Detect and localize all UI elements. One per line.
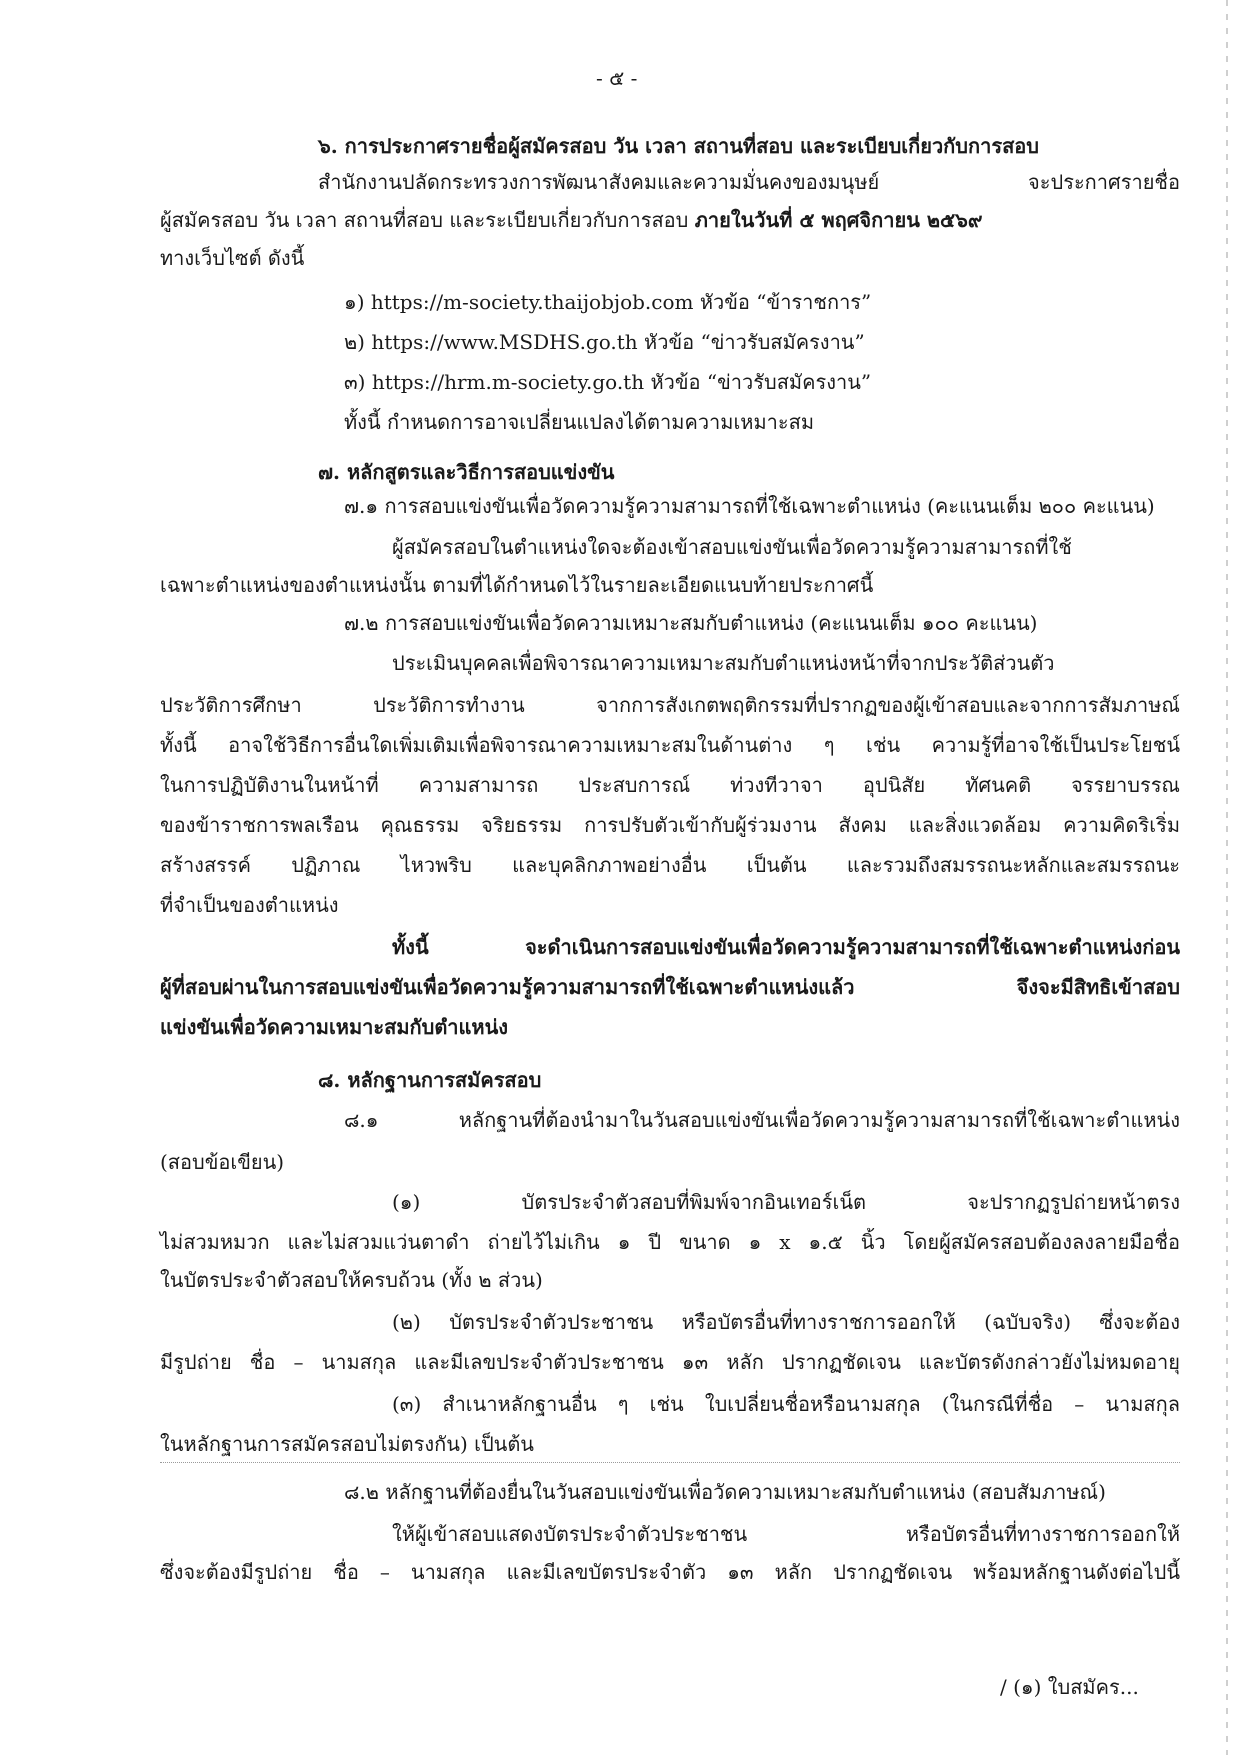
section-6-heading: ๖. การประกาศรายชื่อผู้สมัครสอบ วัน เวลา สถานที่สอบ และระเบียบเกี่ยวกับการสอบ <box>318 134 1039 158</box>
section-7-heading: ๗. หลักสูตรและวิธีการสอบแข่งขัน <box>318 460 615 484</box>
item-1-line-3: ในบัตรประจำตัวสอบให้ครบถ้วน (ทั้ง ๒ ส่วน) <box>160 1268 543 1292</box>
scan-divider-line <box>160 1462 1180 1463</box>
section-7-2-title: ๗.๒ การสอบแข่งขันเพื่อวัดความเหมาะสมกับตำแหน่ง (คะแนนเต็ม ๑๐๐ คะแนน) <box>344 611 1038 635</box>
scan-edge-mark <box>1226 0 1228 1755</box>
section-7-2-line-5: ของข้าราชการพลเรือน คุณธรรม จริยธรรม การปรับตัวเข้ากับผู้ร่วมงาน สังคม และสิ่งแวดล้อม ความคิดริเริ่ม <box>160 813 1180 837</box>
section-7-1-line-1: ผู้สมัครสอบในตำแหน่งใดจะต้องเข้าสอบแข่งขันเพื่อวัดความรู้ความสามารถที่ใช้ <box>392 535 1072 559</box>
section-6-note: ทั้งนี้ กำหนดการอาจเปลี่ยนแปลงได้ตามความเหมาะสม <box>344 410 815 434</box>
website-item-2: ๒) https://www.MSDHS.go.th หัวข้อ “ข่าวรับสมัครงาน” <box>344 330 865 354</box>
item-1-line-2: ไม่สวมหมวก และไม่สวมแว่นตาดำ ถ่ายไว้ไม่เกิน ๑ ปี ขนาด ๑ x ๑.๕ นิ้ว โดยผู้สมัครสอบต้องลงลายมือชื่อ <box>160 1230 1180 1254</box>
item-3-line-2: ในหลักฐานการสมัครสอบไม่ตรงกัน) เป็นต้น <box>160 1432 534 1456</box>
section-7-bold-line-1: ทั้งนี้ จะดำเนินการสอบแข่งขันเพื่อวัดความรู้ความสามารถที่ใช้เฉพาะตำแหน่งก่อน <box>392 935 1180 959</box>
section-7-bold-line-2: ผู้ที่สอบผ่านในการสอบแข่งขันเพื่อวัดความรู้ความสามารถที่ใช้เฉพาะตำแหน่งแล้ว จึงจะมีสิทธิเข้าสอบ <box>160 975 1180 999</box>
announcement-date: ภายในวันที่ ๕ พฤศจิกายน ๒๕๖๙ <box>694 208 983 232</box>
section-6-line-1: สำนักงานปลัดกระทรวงการพัฒนาสังคมและความมั่นคงของมนุษย์ จะประกาศรายชื่อ <box>318 170 1180 194</box>
item-2-line-2: มีรูปถ่าย ชื่อ – นามสกุล และมีเลขประจำตัวประชาชน ๑๓ หลัก ปรากฏชัดเจน และบัตรดังกล่าวยังไม่หมดอายุ <box>160 1350 1180 1374</box>
website-item-3: ๓) https://hrm.m-society.go.th หัวข้อ “ข่าวรับสมัครงาน” <box>344 370 872 394</box>
section-7-1-title: ๗.๑ การสอบแข่งขันเพื่อวัดความรู้ความสามารถที่ใช้เฉพาะตำแหน่ง (คะแนนเต็ม ๒๐๐ คะแนน) <box>344 494 1155 518</box>
section-7-2-line-2: ประวัติการศึกษา ประวัติการทำงาน จากการสังเกตพฤติกรรมที่ปรากฏของผู้เข้าสอบและจากการสัมภาษณ์ <box>160 693 1180 717</box>
section-7-2-line-6: สร้างสรรค์ ปฏิภาณ ไหวพริบ และบุคลิกภาพอย่างอื่น เป็นต้น และรวมถึงสมรรถนะหลักและสมรรถนะ <box>160 853 1180 877</box>
section-7-bold-line-3: แข่งขันเพื่อวัดความเหมาะสมกับตำแหน่ง <box>160 1015 509 1039</box>
section-8-2-line-2: ซึ่งจะต้องมีรูปถ่าย ชื่อ – นามสกุล และมีเลขบัตรประจำตัว ๑๓ หลัก ปรากฏชัดเจน พร้อมหลักฐานดังต่อไปนี้ <box>160 1560 1180 1584</box>
section-7-1-line-2: เฉพาะตำแหน่งของตำแหน่งนั้น ตามที่ได้กำหนดไว้ในรายละเอียดแนบท้ายประกาศนี้ <box>160 573 874 597</box>
section-6-line-2-text: ผู้สมัครสอบ วัน เวลา สถานที่สอบ และระเบียบเกี่ยวกับการสอบ <box>160 208 695 232</box>
item-3-line-1: (๓) สำเนาหลักฐานอื่น ๆ เช่น ใบเปลี่ยนชื่อหรือนามสกุล (ในกรณีที่ชื่อ – นามสกุล <box>392 1392 1180 1416</box>
section-7-2-line-7: ที่จำเป็นของตำแหน่ง <box>160 893 339 917</box>
section-8-2-line-1: ให้ผู้เข้าสอบแสดงบัตรประจำตัวประชาชน หรือบัตรอื่นที่ทางราชการออกให้ <box>392 1522 1180 1546</box>
page-number: - ๕ - <box>596 66 638 90</box>
section-8-heading: ๘. หลักฐานการสมัครสอบ <box>318 1068 542 1092</box>
item-1-line-1: (๑) บัตรประจำตัวสอบที่พิมพ์จากอินเทอร์เน็ต จะปรากฏรูปถ่ายหน้าตรง <box>392 1190 1180 1214</box>
section-8-1-line-1: ๘.๑ หลักฐานที่ต้องนำมาในวันสอบแข่งขันเพื่อวัดความรู้ความสามารถที่ใช้เฉพาะตำแหน่ง <box>344 1108 1180 1132</box>
section-7-2-line-4: ในการปฏิบัติงานในหน้าที่ ความสามารถ ประสบการณ์ ท่วงทีวาจา อุปนิสัย ทัศนคติ จรรยาบรรณ <box>160 773 1180 797</box>
section-8-2-title: ๘.๒ หลักฐานที่ต้องยื่นในวันสอบแข่งขันเพื่อวัดความเหมาะสมกับตำแหน่ง (สอบสัมภาษณ์) <box>344 1480 1106 1504</box>
section-7-2-line-1: ประเมินบุคคลเพื่อพิจารณาความเหมาะสมกับตำแหน่งหน้าที่จากประวัติส่วนตัว <box>392 651 1055 675</box>
section-8-1-line-2: (สอบข้อเขียน) <box>160 1150 285 1174</box>
section-6-line-2 <box>160 208 983 232</box>
next-page-continuation: / (๑) ใบสมัคร... <box>1000 1675 1139 1699</box>
section-6-line-3: ทางเว็บไซต์ ดังนี้ <box>160 246 305 270</box>
item-2-line-1: (๒) บัตรประจำตัวประชาชน หรือบัตรอื่นที่ทางราชการออกให้ (ฉบับจริง) ซึ่งจะต้อง <box>392 1310 1180 1334</box>
website-item-1: ๑) https://m-society.thaijobjob.com หัวข้อ “ข้าราชการ” <box>344 290 872 314</box>
section-7-2-line-3: ทั้งนี้ อาจใช้วิธีการอื่นใดเพิ่มเติมเพื่อพิจารณาความเหมาะสมในด้านต่าง ๆ เช่น ความรู้ที่อาจใช้เป็นประโยชน์ <box>160 733 1180 757</box>
